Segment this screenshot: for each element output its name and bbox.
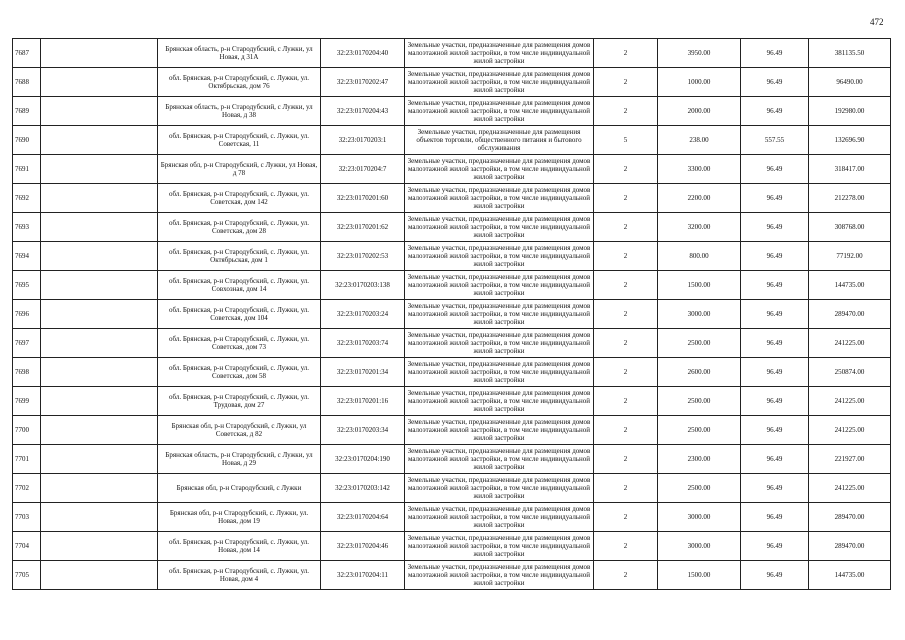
row-number-cell: 7705 (13, 561, 41, 590)
address-cell: обл. Брянская, р-н Стародубский, с. Лужки, ул. Советская, дом 73 (158, 329, 321, 358)
cadastral-value-cell: 77192.00 (809, 242, 891, 271)
blank-cell (41, 126, 158, 155)
blank-cell (41, 358, 158, 387)
area-cell: 1500.00 (658, 561, 741, 590)
row-number-cell: 7697 (13, 329, 41, 358)
cadastral-number-cell: 32:23:0170203:142 (321, 474, 405, 503)
table-row (13, 155, 891, 184)
table-row (13, 416, 891, 445)
cadastral-number-cell: 32:23:0170204:7 (321, 155, 405, 184)
blank-cell (41, 39, 158, 68)
cadastral-number-cell: 32:23:0170202:47 (321, 68, 405, 97)
land-category-cell: Земельные участки, предназначенные для размещения домов малоэтажной жилой застройки, в том числе индивидуальной жилой застройки (405, 561, 594, 590)
table-row (13, 184, 891, 213)
address-cell: обл. Брянская, р-н Стародубский, с. Лужки, ул. Совхозная, дом 14 (158, 271, 321, 300)
cadastral-value-cell: 250874.00 (809, 358, 891, 387)
rate-cell: 96.49 (741, 503, 809, 532)
area-cell: 2500.00 (658, 474, 741, 503)
cadastral-value-cell: 192980.00 (809, 97, 891, 126)
cadastral-number-cell: 32:23:0170202:53 (321, 242, 405, 271)
rate-cell: 96.49 (741, 39, 809, 68)
land-category-cell: Земельные участки, предназначенные для размещения домов малоэтажной жилой застройки, в том числе индивидуальной жилой застройки (405, 503, 594, 532)
table-row (13, 532, 891, 561)
land-category-cell: Земельные участки, предназначенные для размещения домов малоэтажной жилой застройки, в том числе индивидуальной жилой застройки (405, 358, 594, 387)
land-category-cell: Земельные участки, предназначенные для размещения домов малоэтажной жилой застройки, в том числе индивидуальной жилой застройки (405, 387, 594, 416)
blank-cell (41, 155, 158, 184)
land-category-cell: Земельные участки, предназначенные для размещения домов малоэтажной жилой застройки, в том числе индивидуальной жилой застройки (405, 300, 594, 329)
rate-cell: 96.49 (741, 155, 809, 184)
area-cell: 3300.00 (658, 155, 741, 184)
group-code-cell: 2 (594, 532, 658, 561)
address-cell: Брянская область, р-н Стародубский, с Лужки, ул Новая, д 29 (158, 445, 321, 474)
rate-cell: 96.49 (741, 561, 809, 590)
address-cell: Брянская обл, р-н Стародубский, с Лужки, ул Новая, д 78 (158, 155, 321, 184)
blank-cell (41, 532, 158, 561)
blank-cell (41, 561, 158, 590)
cadastral-value-cell: 241225.00 (809, 329, 891, 358)
rate-cell: 96.49 (741, 416, 809, 445)
land-category-cell: Земельные участки, предназначенные для размещения домов малоэтажной жилой застройки, в том числе индивидуальной жилой застройки (405, 184, 594, 213)
row-number-cell: 7704 (13, 532, 41, 561)
address-cell: Брянская область, р-н Стародубский, с Лужки, ул Новая, д 31А (158, 39, 321, 68)
area-cell: 238.00 (658, 126, 741, 155)
address-cell: обл. Брянская, р-н Стародубский, с. Лужки, ул. Советская, дом 104 (158, 300, 321, 329)
area-cell: 2000.00 (658, 97, 741, 126)
cadastral-value-cell: 144735.00 (809, 561, 891, 590)
blank-cell (41, 387, 158, 416)
table-row (13, 503, 891, 532)
blank-cell (41, 271, 158, 300)
cadastral-number-cell: 32:23:0170204:64 (321, 503, 405, 532)
row-number-cell: 7687 (13, 39, 41, 68)
table-row (13, 271, 891, 300)
cadastral-number-cell: 32:23:0170204:11 (321, 561, 405, 590)
land-category-cell: Земельные участки, предназначенные для размещения домов малоэтажной жилой застройки, в том числе индивидуальной жилой застройки (405, 271, 594, 300)
cadastral-number-cell: 32:23:0170204:46 (321, 532, 405, 561)
page-number: 472 (870, 17, 884, 27)
group-code-cell: 2 (594, 97, 658, 126)
blank-cell (41, 213, 158, 242)
rate-cell: 96.49 (741, 213, 809, 242)
group-code-cell: 2 (594, 358, 658, 387)
cadastral-number-cell: 32:23:0170201:60 (321, 184, 405, 213)
group-code-cell: 2 (594, 561, 658, 590)
table-row (13, 358, 891, 387)
row-number-cell: 7702 (13, 474, 41, 503)
cadastral-number-cell: 32:23:0170203:138 (321, 271, 405, 300)
cadastral-number-cell: 32:23:0170204:43 (321, 97, 405, 126)
address-cell: Брянская обл, р-н Стародубский, с Лужки, ул Советская, д 82 (158, 416, 321, 445)
table-row (13, 329, 891, 358)
area-cell: 3200.00 (658, 213, 741, 242)
row-number-cell: 7691 (13, 155, 41, 184)
land-category-cell: Земельные участки, предназначенные для размещения домов малоэтажной жилой застройки, в том числе индивидуальной жилой застройки (405, 416, 594, 445)
land-category-cell: Земельные участки, предназначенные для размещения домов малоэтажной жилой застройки, в том числе индивидуальной жилой застройки (405, 213, 594, 242)
cadastral-value-cell: 308768.00 (809, 213, 891, 242)
row-number-cell: 7692 (13, 184, 41, 213)
blank-cell (41, 416, 158, 445)
address-cell: обл. Брянская, р-н Стародубский, с. Лужки, ул. Новая, дом 14 (158, 532, 321, 561)
cadastral-value-cell: 132696.90 (809, 126, 891, 155)
address-cell: обл. Брянская, р-н Стародубский, с. Лужки, ул. Советская, дом 28 (158, 213, 321, 242)
group-code-cell: 2 (594, 39, 658, 68)
land-category-cell: Земельные участки, предназначенные для размещения домов малоэтажной жилой застройки, в том числе индивидуальной жилой застройки (405, 445, 594, 474)
blank-cell (41, 184, 158, 213)
row-number-cell: 7688 (13, 68, 41, 97)
cadastral-number-cell: 32:23:0170201:34 (321, 358, 405, 387)
rate-cell: 96.49 (741, 474, 809, 503)
blank-cell (41, 300, 158, 329)
address-cell: Брянская область, р-н Стародубский, с Лужки, ул Новая, д 38 (158, 97, 321, 126)
area-cell: 2600.00 (658, 358, 741, 387)
rate-cell: 96.49 (741, 532, 809, 561)
land-category-cell: Земельные участки, предназначенные для размещения домов малоэтажной жилой застройки, в том числе индивидуальной жилой застройки (405, 329, 594, 358)
cadastral-number-cell: 32:23:0170203:74 (321, 329, 405, 358)
table-row (13, 242, 891, 271)
cadastral-value-cell: 241225.00 (809, 474, 891, 503)
area-cell: 1500.00 (658, 271, 741, 300)
cadastral-value-cell: 96490.00 (809, 68, 891, 97)
blank-cell (41, 68, 158, 97)
land-registry-table (12, 38, 891, 590)
cadastral-value-cell: 221927.00 (809, 445, 891, 474)
table-row (13, 126, 891, 155)
table-row (13, 68, 891, 97)
land-category-cell: Земельные участки, предназначенные для размещения домов малоэтажной жилой застройки, в том числе индивидуальной жилой застройки (405, 97, 594, 126)
table-row (13, 561, 891, 590)
land-category-cell: Земельные участки, предназначенные для размещения домов малоэтажной жилой застройки, в том числе индивидуальной жилой застройки (405, 68, 594, 97)
blank-cell (41, 503, 158, 532)
rate-cell: 96.49 (741, 358, 809, 387)
row-number-cell: 7700 (13, 416, 41, 445)
area-cell: 3000.00 (658, 532, 741, 561)
cadastral-value-cell: 212278.00 (809, 184, 891, 213)
group-code-cell: 2 (594, 445, 658, 474)
area-cell: 3950.00 (658, 39, 741, 68)
table-row (13, 39, 891, 68)
cadastral-value-cell: 241225.00 (809, 387, 891, 416)
land-category-cell: Земельные участки, предназначенные для размещения объектов торговли, общественного питания и бытового обслуживания (405, 126, 594, 155)
row-number-cell: 7693 (13, 213, 41, 242)
cadastral-number-cell: 32:23:0170203:34 (321, 416, 405, 445)
row-number-cell: 7690 (13, 126, 41, 155)
cadastral-number-cell: 32:23:0170201:16 (321, 387, 405, 416)
rate-cell: 557.55 (741, 126, 809, 155)
rate-cell: 96.49 (741, 68, 809, 97)
group-code-cell: 2 (594, 271, 658, 300)
address-cell: обл. Брянская, р-н Стародубский, с. Лужки, ул. Трудовая, дом 27 (158, 387, 321, 416)
land-category-cell: Земельные участки, предназначенные для размещения домов малоэтажной жилой застройки, в том числе индивидуальной жилой застройки (405, 155, 594, 184)
area-cell: 2500.00 (658, 329, 741, 358)
row-number-cell: 7703 (13, 503, 41, 532)
group-code-cell: 2 (594, 300, 658, 329)
row-number-cell: 7689 (13, 97, 41, 126)
address-cell: Брянская обл, р-н Стародубский, с. Лужки, ул. Новая, дом 19 (158, 503, 321, 532)
group-code-cell: 2 (594, 416, 658, 445)
cadastral-number-cell: 32:23:0170203:1 (321, 126, 405, 155)
group-code-cell: 2 (594, 503, 658, 532)
address-cell: обл. Брянская, р-н Стародубский, с. Лужки, ул. Новая, дом 4 (158, 561, 321, 590)
land-category-cell: Земельные участки, предназначенные для размещения домов малоэтажной жилой застройки, в том числе индивидуальной жилой застройки (405, 39, 594, 68)
address-cell: обл. Брянская, р-н Стародубский, с. Лужки, ул. Октябрьская, дом 1 (158, 242, 321, 271)
group-code-cell: 2 (594, 329, 658, 358)
table-row (13, 213, 891, 242)
cadastral-number-cell: 32:23:0170201:62 (321, 213, 405, 242)
address-cell: обл. Брянская, р-н Стародубский, с. Лужки, ул. Советская, дом 142 (158, 184, 321, 213)
rate-cell: 96.49 (741, 387, 809, 416)
area-cell: 3000.00 (658, 300, 741, 329)
cadastral-value-cell: 144735.00 (809, 271, 891, 300)
land-category-cell: Земельные участки, предназначенные для размещения домов малоэтажной жилой застройки, в том числе индивидуальной жилой застройки (405, 474, 594, 503)
address-cell: обл. Брянская, р-н Стародубский, с. Лужки, ул. Октябрьская, дом 76 (158, 68, 321, 97)
row-number-cell: 7701 (13, 445, 41, 474)
cadastral-number-cell: 32:23:0170204:190 (321, 445, 405, 474)
cadastral-value-cell: 289470.00 (809, 300, 891, 329)
row-number-cell: 7695 (13, 271, 41, 300)
rate-cell: 96.49 (741, 445, 809, 474)
row-number-cell: 7694 (13, 242, 41, 271)
address-cell: Брянская обл, р-н Стародубский, с Лужки (158, 474, 321, 503)
area-cell: 2300.00 (658, 445, 741, 474)
blank-cell (41, 242, 158, 271)
address-cell: обл. Брянская, р-н Стародубский, с. Лужки, ул. Советская, дом 58 (158, 358, 321, 387)
area-cell: 800.00 (658, 242, 741, 271)
table-row (13, 474, 891, 503)
table-row (13, 445, 891, 474)
table-row (13, 97, 891, 126)
land-category-cell: Земельные участки, предназначенные для размещения домов малоэтажной жилой застройки, в том числе индивидуальной жилой застройки (405, 242, 594, 271)
cadastral-value-cell: 318417.00 (809, 155, 891, 184)
address-cell: обл. Брянская, р-н Стародубский, с. Лужки, ул. Советская, 11 (158, 126, 321, 155)
group-code-cell: 2 (594, 474, 658, 503)
rate-cell: 96.49 (741, 184, 809, 213)
group-code-cell: 5 (594, 126, 658, 155)
blank-cell (41, 329, 158, 358)
blank-cell (41, 97, 158, 126)
area-cell: 2500.00 (658, 387, 741, 416)
rate-cell: 96.49 (741, 300, 809, 329)
group-code-cell: 2 (594, 184, 658, 213)
area-cell: 3000.00 (658, 503, 741, 532)
area-cell: 1000.00 (658, 68, 741, 97)
group-code-cell: 2 (594, 387, 658, 416)
row-number-cell: 7696 (13, 300, 41, 329)
group-code-cell: 2 (594, 68, 658, 97)
blank-cell (41, 445, 158, 474)
group-code-cell: 2 (594, 242, 658, 271)
table-row (13, 300, 891, 329)
blank-cell (41, 474, 158, 503)
rate-cell: 96.49 (741, 97, 809, 126)
area-cell: 2200.00 (658, 184, 741, 213)
cadastral-value-cell: 381135.50 (809, 39, 891, 68)
cadastral-number-cell: 32:23:0170204:40 (321, 39, 405, 68)
cadastral-number-cell: 32:23:0170203:24 (321, 300, 405, 329)
group-code-cell: 2 (594, 155, 658, 184)
group-code-cell: 2 (594, 213, 658, 242)
cadastral-value-cell: 289470.00 (809, 532, 891, 561)
rate-cell: 96.49 (741, 271, 809, 300)
cadastral-value-cell: 289470.00 (809, 503, 891, 532)
area-cell: 2500.00 (658, 416, 741, 445)
land-category-cell: Земельные участки, предназначенные для размещения домов малоэтажной жилой застройки, в том числе индивидуальной жилой застройки (405, 532, 594, 561)
cadastral-value-cell: 241225.00 (809, 416, 891, 445)
rate-cell: 96.49 (741, 329, 809, 358)
row-number-cell: 7698 (13, 358, 41, 387)
rate-cell: 96.49 (741, 242, 809, 271)
table-row (13, 387, 891, 416)
row-number-cell: 7699 (13, 387, 41, 416)
